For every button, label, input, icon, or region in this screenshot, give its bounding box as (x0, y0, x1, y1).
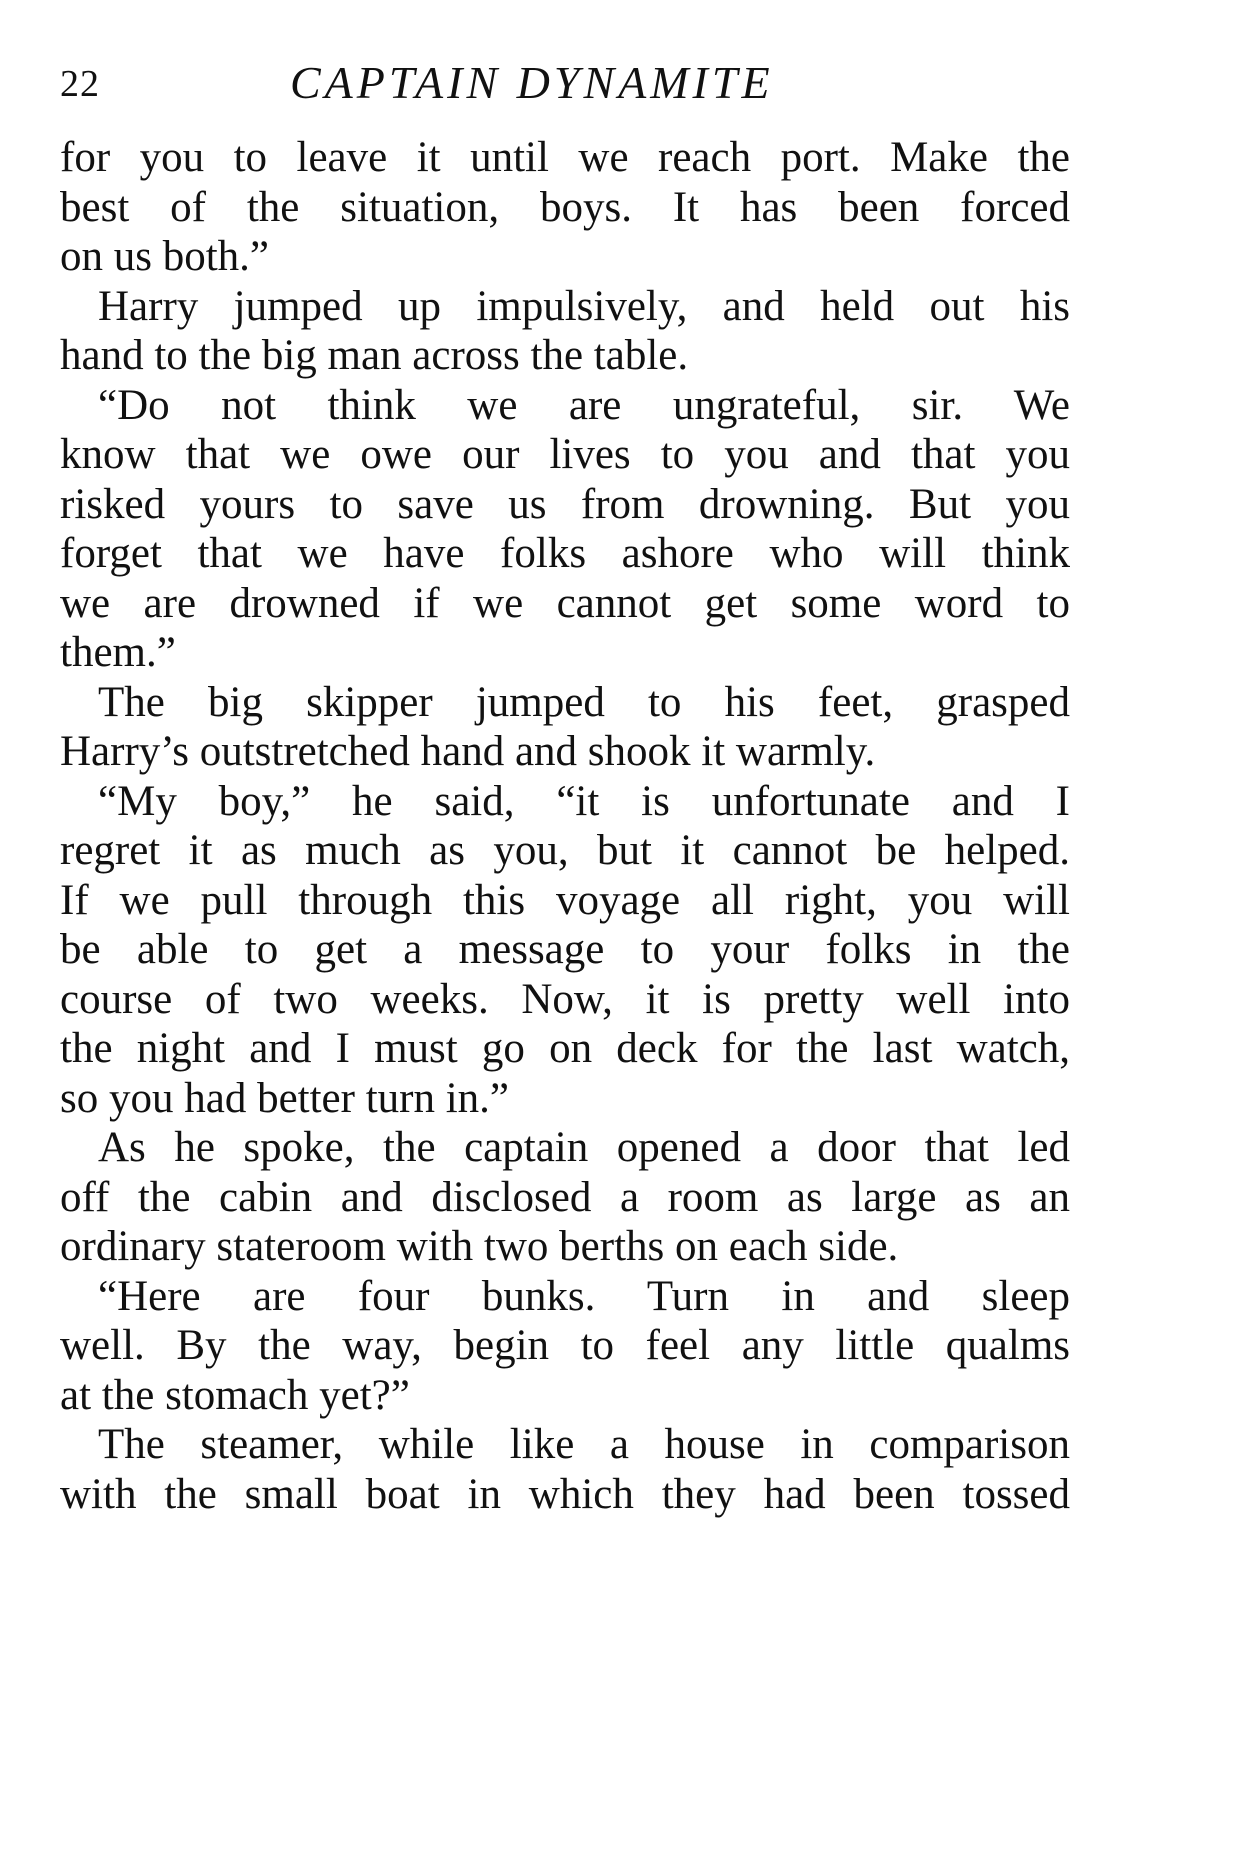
text-line: forget that we have folks ashore who will think (60, 530, 1070, 577)
text-line: be able to get a message to your folks in the (60, 926, 1070, 973)
text-line: so you had better turn in.” (60, 1074, 510, 1122)
paragraph (60, 777, 1070, 1124)
paragraph (60, 1123, 1070, 1272)
paragraph (60, 1272, 1070, 1421)
running-head (60, 56, 1070, 116)
paragraph (60, 1420, 1070, 1519)
text-line: regret it as much as you, but it cannot be helped. (60, 827, 1070, 874)
text-line: The big skipper jumped to his feet, grasped (98, 678, 1070, 726)
page-number: 22 (60, 63, 100, 105)
text-line: course of two weeks. Now, it is pretty well into (60, 975, 1070, 1023)
text-line: Harry jumped up impulsively, and held out his (98, 282, 1070, 330)
running-title: CAPTAIN DYNAMITE (290, 57, 774, 108)
paragraph (60, 282, 1070, 381)
paragraph (60, 381, 1070, 678)
text-line: best of the situation, boys. It has been forced (60, 183, 1070, 231)
text-line: the night and I must go on deck for the last watch, (60, 1025, 1070, 1072)
text-line: know that we owe our lives to you and that you (60, 431, 1070, 478)
text-line: If we pull through this voyage all right, you will (60, 876, 1070, 924)
body-text (60, 133, 1070, 1519)
text-line: “Do not think we are ungrateful, sir. We (98, 381, 1070, 429)
text-line: we are drowned if we cannot get some word to (60, 579, 1070, 627)
text-line: ordinary stateroom with two berths on each side. (60, 1223, 899, 1270)
text-line: “My boy,” he said, “it is unfortunate and I (98, 777, 1070, 825)
text-line: on us both.” (60, 233, 270, 280)
text-line: As he spoke, the captain opened a door that led (98, 1124, 1070, 1171)
paragraph (60, 133, 1070, 282)
text-line: hand to the big man across the table. (60, 332, 689, 379)
text-line: “Here are four bunks. Turn in and sleep (98, 1272, 1070, 1320)
text-line: off the cabin and disclosed a room as large as an (60, 1173, 1070, 1221)
text-line: risked yours to save us from drowning. But you (60, 480, 1070, 528)
text-line: The steamer, while like a house in comparison (98, 1421, 1070, 1468)
text-line: Harry’s outstretched hand and shook it warmly. (60, 728, 876, 775)
text-line: them.” (60, 629, 176, 676)
text-line: well. By the way, begin to feel any little qualms (60, 1322, 1070, 1369)
text-line: for you to leave it until we reach port. Make the (60, 134, 1070, 181)
text-line: at the stomach yet?” (60, 1371, 410, 1419)
text-line: with the small boat in which they had been tossed (60, 1470, 1070, 1518)
paragraph (60, 678, 1070, 777)
